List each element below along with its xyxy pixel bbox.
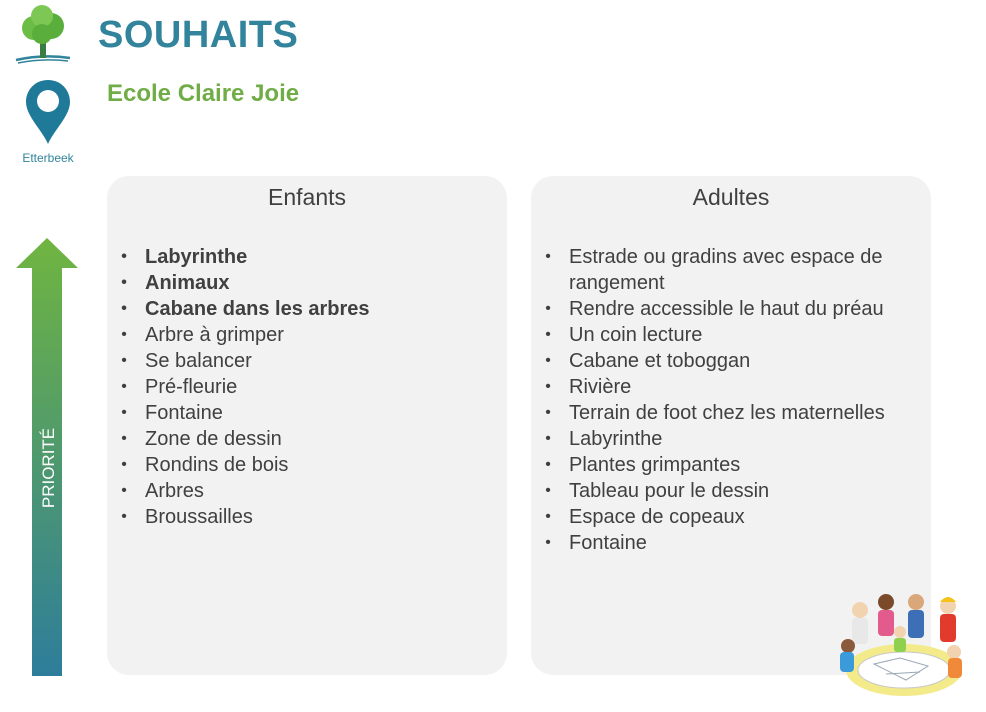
list-item: • Cabane dans les arbres <box>115 296 495 322</box>
list-item: • Fontaine <box>115 400 495 426</box>
page-title: SOUHAITS <box>98 14 299 56</box>
list-item: • Pré-fleurie <box>115 374 495 400</box>
list-item: • Zone de dessin <box>115 426 495 452</box>
children-wishes-list <box>115 244 495 530</box>
list-item: • Labyrinthe <box>115 244 495 270</box>
list-item: • Tableau pour le dessin <box>539 478 919 504</box>
people-planning-illustration <box>830 592 970 702</box>
priority-arrow <box>16 238 78 678</box>
adults-panel-title: Adultes <box>692 184 770 210</box>
children-wishes-panel <box>107 176 507 675</box>
list-item: • Arbres <box>115 478 495 504</box>
adults-wishes-list <box>539 244 919 556</box>
list-item: • Estrade ou gradins avec espace de rangement <box>539 244 919 296</box>
children-panel-title: Enfants <box>268 184 346 210</box>
school-name: Ecole Claire Joie <box>107 80 300 107</box>
list-item: • Broussailles <box>115 504 495 530</box>
list-item: • Labyrinthe <box>539 426 919 452</box>
list-item: • Rendre accessible le haut du préau <box>539 296 919 322</box>
list-item: • Espace de copeaux <box>539 504 919 530</box>
list-item: • Animaux <box>115 270 495 296</box>
list-item: • Se balancer <box>115 348 495 374</box>
map-pin-icon <box>24 78 72 146</box>
list-item: • Fontaine <box>539 530 919 556</box>
list-item: • Arbre à grimper <box>115 322 495 348</box>
list-item: • Rivière <box>539 374 919 400</box>
list-item: • Rondins de bois <box>115 452 495 478</box>
priority-label: PRIORITÉ <box>39 427 58 509</box>
location-label: Etterbeek <box>22 151 74 165</box>
tree-icon <box>14 4 72 64</box>
list-item: • Terrain de foot chez les maternelles <box>539 400 919 426</box>
list-item: • Cabane et toboggan <box>539 348 919 374</box>
list-item: • Plantes grimpantes <box>539 452 919 478</box>
list-item: • Un coin lecture <box>539 322 919 348</box>
